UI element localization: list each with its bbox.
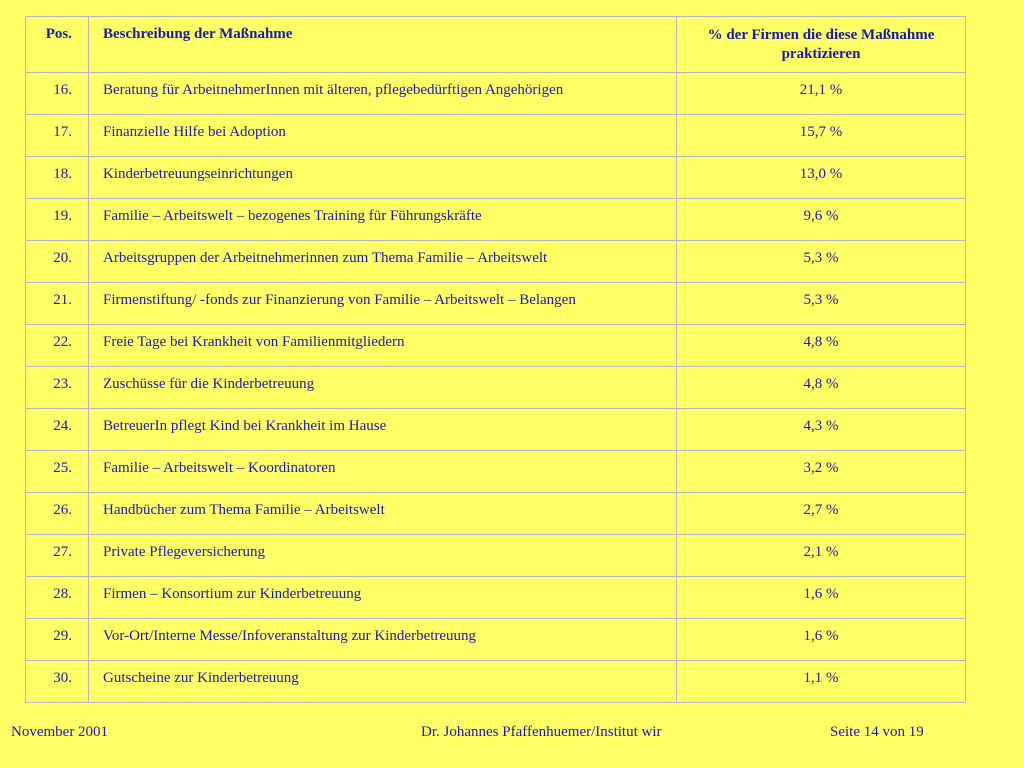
table-row — [26, 535, 966, 577]
row-pos-cell: 21. — [26, 283, 89, 325]
row-pos-cell: 19. — [26, 199, 89, 241]
table-row — [26, 199, 966, 241]
row-description-cell: Handbücher zum Thema Familie – Arbeitswelt — [89, 493, 677, 535]
row-percent-cell: 21,1 % — [677, 73, 966, 115]
row-description-cell: Familie – Arbeitswelt – bezogenes Training für Führungskräfte — [89, 199, 677, 241]
table-row — [26, 73, 966, 115]
row-pos-cell: 18. — [26, 157, 89, 199]
row-description-cell: Freie Tage bei Krankheit von Familienmitgliedern — [89, 325, 677, 367]
row-description-cell: Familie – Arbeitswelt – Koordinatoren — [89, 451, 677, 493]
row-pos-cell: 29. — [26, 619, 89, 661]
row-pos-cell: 17. — [26, 115, 89, 157]
row-description-cell: Kinderbetreuungseinrichtungen — [89, 157, 677, 199]
row-pos-cell: 25. — [26, 451, 89, 493]
row-description-cell: BetreuerIn pflegt Kind bei Krankheit im Hause — [89, 409, 677, 451]
row-percent-cell: 13,0 % — [677, 157, 966, 199]
row-percent-cell: 5,3 % — [677, 283, 966, 325]
row-pos-cell: 22. — [26, 325, 89, 367]
row-percent-cell: 9,6 % — [677, 199, 966, 241]
table-row — [26, 283, 966, 325]
row-percent-cell: 2,1 % — [677, 535, 966, 577]
row-description-cell: Beratung für ArbeitnehmerInnen mit älteren, pflegebedürftigen Angehörigen — [89, 73, 677, 115]
row-description-cell: Arbeitsgruppen der Arbeitnehmerinnen zum Thema Familie – Arbeitswelt — [89, 241, 677, 283]
row-pos-cell: 20. — [26, 241, 89, 283]
row-pos-cell: 23. — [26, 367, 89, 409]
row-description-cell: Firmenstiftung/ -fonds zur Finanzierung von Familie – Arbeitswelt – Belangen — [89, 283, 677, 325]
row-description-cell: Finanzielle Hilfe bei Adoption — [89, 115, 677, 157]
footer-page-number: Seite 14 von 19 — [830, 724, 924, 740]
row-percent-cell: 1,1 % — [677, 661, 966, 703]
table-row — [26, 661, 966, 703]
header-percent: % der Firmen die diese Maßnahme praktizieren — [677, 17, 966, 73]
row-percent-cell: 4,8 % — [677, 325, 966, 367]
table-header-row — [26, 17, 966, 73]
table-body — [26, 73, 966, 703]
row-percent-cell: 1,6 % — [677, 577, 966, 619]
table-row — [26, 157, 966, 199]
row-pos-cell: 26. — [26, 493, 89, 535]
row-percent-cell: 5,3 % — [677, 241, 966, 283]
row-pos-cell: 28. — [26, 577, 89, 619]
row-pos-cell: 30. — [26, 661, 89, 703]
row-description-cell: Firmen – Konsortium zur Kinderbetreuung — [89, 577, 677, 619]
table-row — [26, 577, 966, 619]
table-row — [26, 451, 966, 493]
table-row — [26, 325, 966, 367]
row-percent-cell: 4,3 % — [677, 409, 966, 451]
row-pos-cell: 27. — [26, 535, 89, 577]
row-percent-cell: 3,2 % — [677, 451, 966, 493]
row-description-cell: Private Pflegeversicherung — [89, 535, 677, 577]
row-pos-cell: 24. — [26, 409, 89, 451]
row-description-cell: Vor-Ort/Interne Messe/Infoveranstaltung zur Kinderbetreuung — [89, 619, 677, 661]
row-percent-cell: 1,6 % — [677, 619, 966, 661]
footer-author: Dr. Johannes Pfaffenhuemer/Institut wir — [421, 724, 662, 740]
header-description: Beschreibung der Maßnahme — [89, 17, 677, 73]
header-pos: Pos. — [26, 17, 89, 73]
measures-table — [25, 16, 966, 703]
row-percent-cell: 15,7 % — [677, 115, 966, 157]
row-percent-cell: 4,8 % — [677, 367, 966, 409]
table-row — [26, 367, 966, 409]
row-description-cell: Zuschüsse für die Kinderbetreuung — [89, 367, 677, 409]
table-row — [26, 241, 966, 283]
table-row — [26, 115, 966, 157]
row-pos-cell: 16. — [26, 73, 89, 115]
row-percent-cell: 2,7 % — [677, 493, 966, 535]
table-row — [26, 409, 966, 451]
footer-date: November 2001 — [11, 724, 109, 740]
table-row — [26, 493, 966, 535]
table-row — [26, 619, 966, 661]
row-description-cell: Gutscheine zur Kinderbetreuung — [89, 661, 677, 703]
